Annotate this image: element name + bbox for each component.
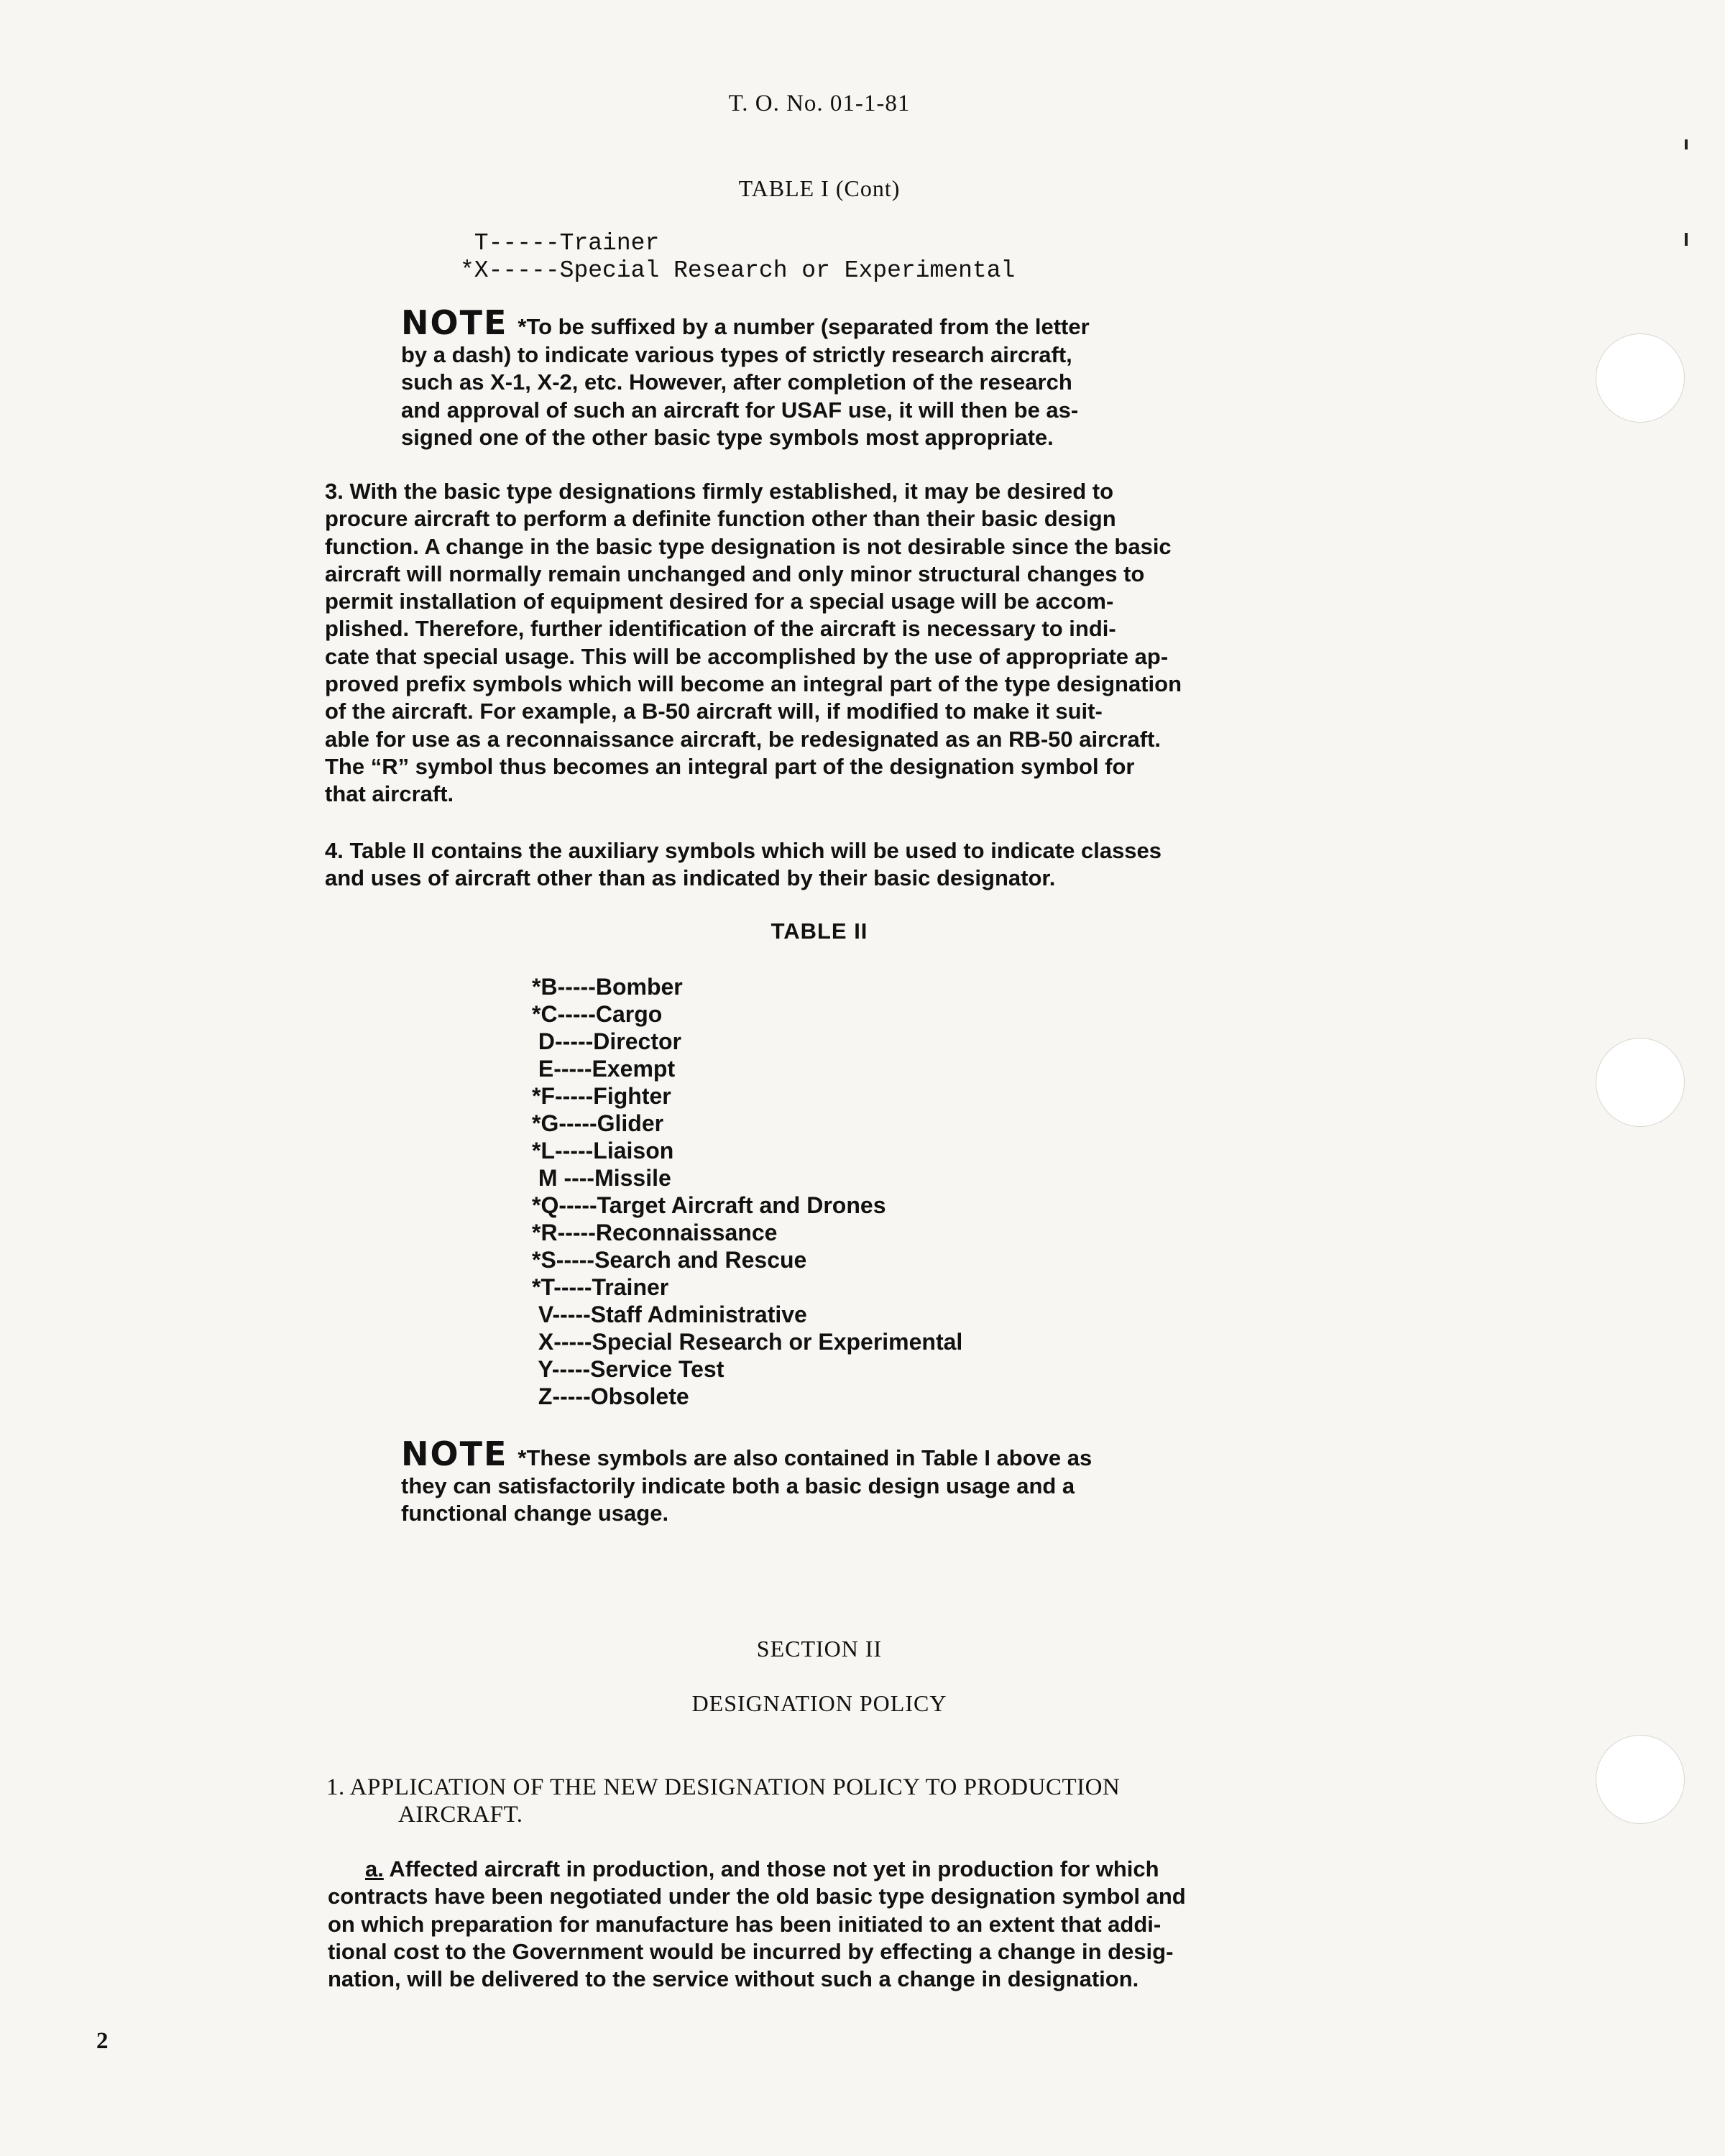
para-line: that aircraft. [325,781,454,807]
section-item-1 [326,1774,1347,1829]
para-line: 3. With the basic type designations firmly established, it may be desired to [325,479,1114,504]
para-line: 4. Table II contains the auxiliary symbols which will be used to indicate classes [325,838,1162,863]
table2-row: *S-----Search and Rescue [532,1247,807,1273]
para-line: procure aircraft to perform a definite function other than their basic design [325,506,1116,532]
para-line: able for use as a reconnaissance aircraft, be redesignated as an RB-50 aircraft. [325,726,1161,752]
table2-row: *B-----Bomber [532,974,683,1000]
note-line: they can satisfactorily indicate both a basic design usage and a [401,1473,1075,1498]
para-line: on which preparation for manufacture has been initiated to an extent that addi- [328,1911,1162,1937]
para-line: of the aircraft. For example, a B-50 aircraft will, if modified to make it suit- [325,699,1103,724]
doc-number: T. O. No. 01-1-81 [728,91,911,116]
table2-title: TABLE II [770,918,868,944]
note-line: signed one of the other basic type symbols most appropriate. [401,425,1054,450]
note-line: by a dash) to indicate various types of strictly research aircraft, [401,341,1072,367]
table2-row: Y-----Service Test [532,1356,724,1382]
item-marker: a. [365,1856,384,1881]
para-line: cate that special usage. This will be accomplished by the use of appropriate ap- [325,643,1169,669]
para-line: a. Affected aircraft in production, and those not yet in production for which [365,1856,1159,1881]
edge-mark-1 [1685,139,1688,149]
para-line: function. A change in the basic type designation is not desirable since the basic [325,533,1172,559]
note-line: such as X-1, X-2, etc. However, after completion of the research [401,369,1072,395]
table2-row: E-----Exempt [532,1056,676,1082]
punch-hole-bottom [1596,1735,1685,1824]
para-line: proved prefix symbols which will become an integral part of the type designation [325,671,1182,697]
table2-note [401,1434,1228,1528]
table2-row: Z-----Obsolete [532,1383,689,1409]
table1-title: TABLE I (Cont) [738,175,901,201]
para-line: The “R” symbol thus becomes an integral part of the designation symbol for [325,753,1135,779]
table2-row: *F-----Fighter [532,1083,671,1109]
page-number: 2 [96,2028,109,2054]
note-line: NOTE *These symbols are also contained in Table I above as [401,1434,1092,1473]
punch-hole-middle [1596,1038,1685,1127]
note-line: and approval of such an aircraft for USAF use, it will then be as- [401,397,1079,423]
para-line: contracts have been negotiated under the old basic type designation symbol and [328,1884,1186,1909]
edge-mark-2 [1685,233,1688,246]
table2-row: *R-----Reconnaissance [532,1220,778,1245]
section-title: SECTION II [756,1636,883,1662]
para-line: tional cost to the Government would be incurred by effecting a change in desig- [328,1938,1174,1964]
note-line: functional change usage. [401,1501,669,1526]
para-line: and uses of aircraft other than as indicated by their basic designator. [325,865,1056,891]
table2-row: *C-----Cargo [532,1001,663,1027]
table2-row: X-----Special Research or Experimental [532,1329,963,1355]
punch-hole-top [1596,333,1685,423]
section-item-1a [325,1856,1331,1993]
table1-row: T-----Trainer [460,230,660,257]
table2-row: *T-----Trainer [532,1274,669,1300]
table1-row: *X-----Special Research or Experimental [460,257,1016,284]
table2-row: *L-----Liaison [532,1138,674,1164]
note-label: NOTE [401,303,508,342]
table2-row: *G-----Glider [532,1110,664,1136]
note-line: NOTE *To be suffixed by a number (separated from the letter [401,303,1090,342]
table1-note [401,303,1243,452]
para-line: permit installation of equipment desired for a special usage will be accom- [325,589,1114,614]
section-subtitle: DESIGNATION POLICY [691,1690,947,1716]
table2-row: V-----Staff Administrative [532,1302,807,1327]
item-heading-line: AIRCRAFT. [398,1802,523,1828]
paragraph-3 [325,478,1354,808]
para-line: plished. Therefore, further identification of the aircraft is necessary to indi- [325,616,1116,642]
note-label: NOTE [401,1434,508,1473]
item-heading-line: 1. APPLICATION OF THE NEW DESIGNATION POLICY TO PRODUCTION [326,1774,1121,1800]
table2-row: D-----Director [532,1028,681,1054]
table2-row: *Q-----Target Aircraft and Drones [532,1192,886,1218]
paragraph-4 [325,837,1354,893]
para-line: aircraft will normally remain unchanged and only minor structural changes to [325,561,1145,586]
para-line: nation, will be delivered to the service without such a change in designation. [328,1966,1139,1992]
table2-row: M ----Missile [532,1165,671,1191]
